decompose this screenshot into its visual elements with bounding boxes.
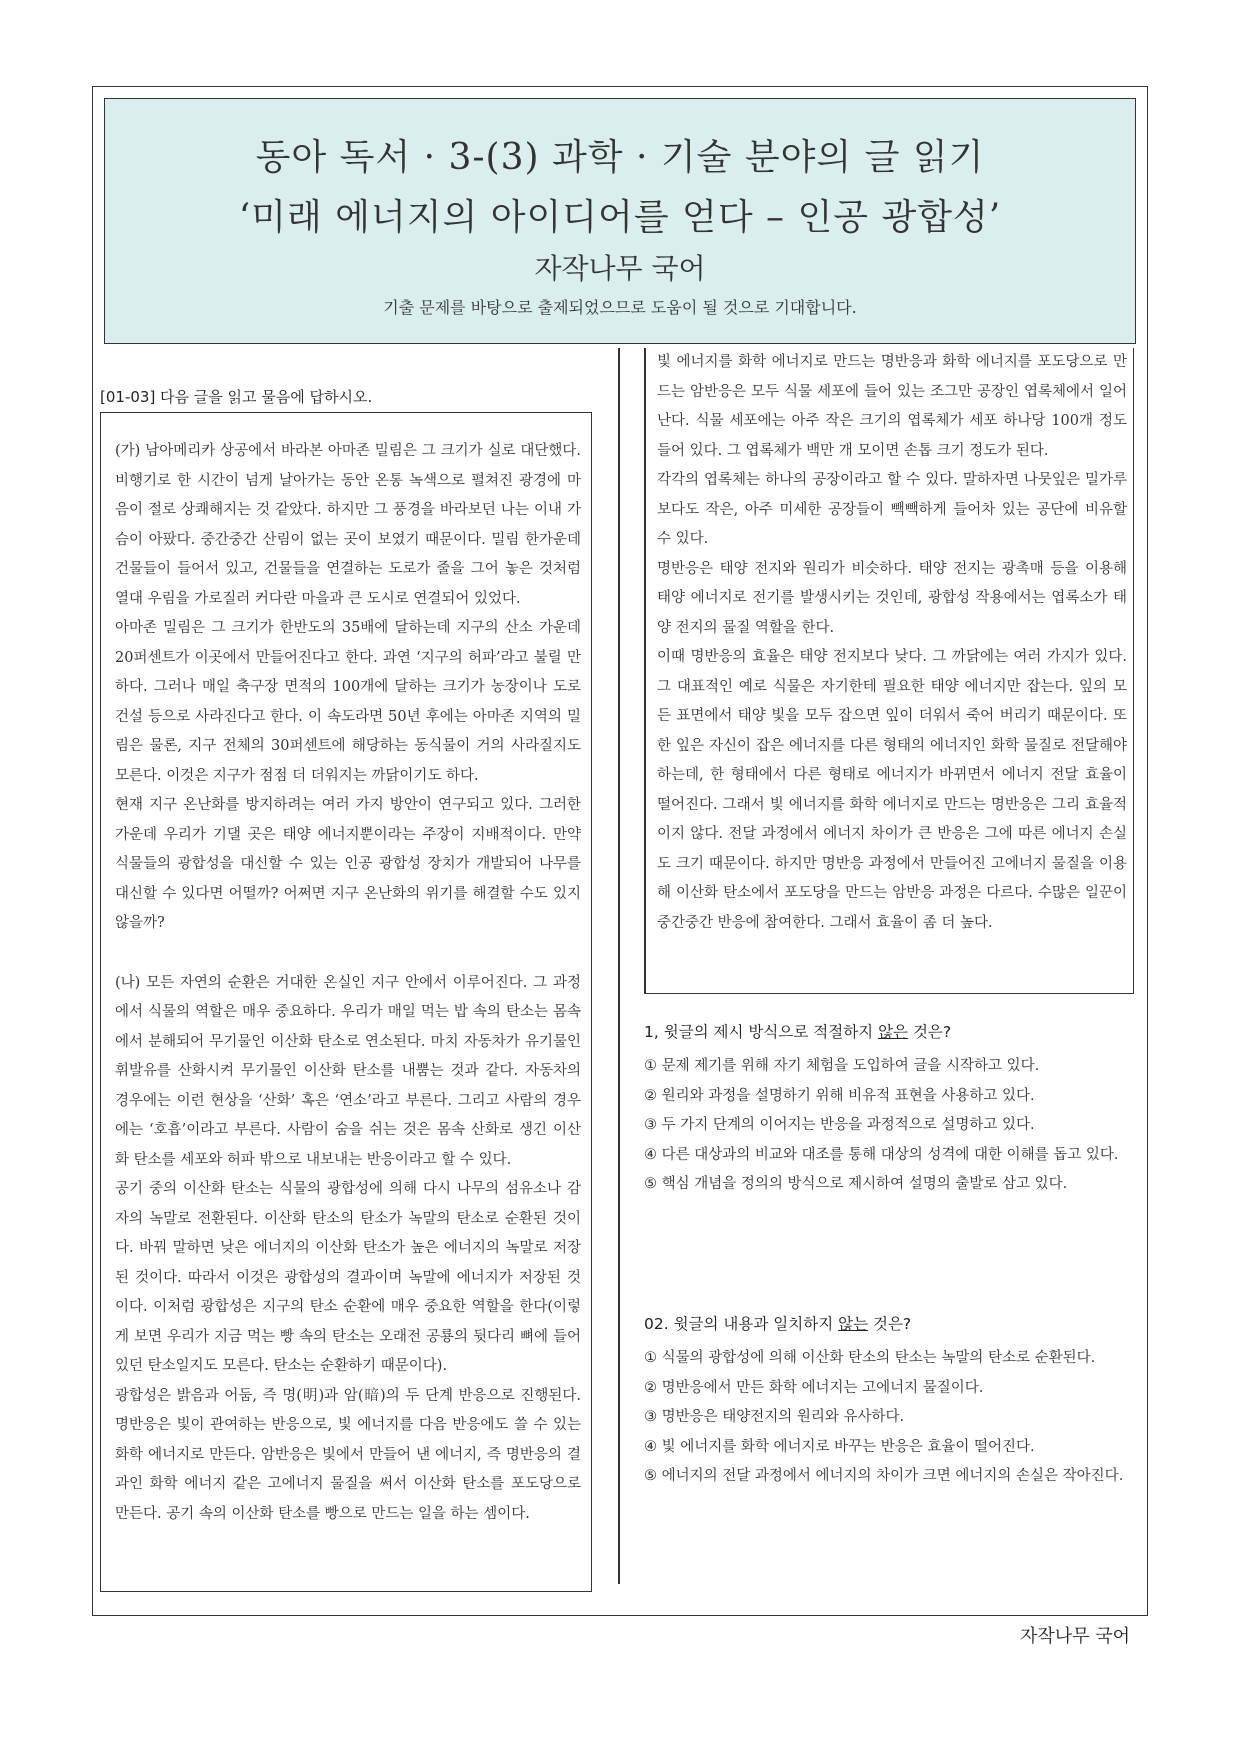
passage-box-right	[644, 348, 1134, 994]
passage-paragraph: (가) 남아메리카 상공에서 바라본 아마존 밀림은 그 크기가 실로 대단했다. 비행기로 한 시간이 넘게 날아가는 동안 온통 녹색으로 펼쳐진 광경에 마음이 절로 상쾌해지는 것 같았다. 하지만 그 풍경을 바라보던 나는 이내 가슴이 아팠다. 중간중간 산림이 없는 곳이 보였기 때문이다. 밀림 한가운데 건물들이 들어서 있고, 건물들을 연결하는 도로가 줄을 그어 놓은 것처럼 열대 우림을 가로질러 커다란 마을과 큰 도시로 연결되어 있었다.	[115, 443, 581, 607]
question-instruction: [01-03] 다음 글을 읽고 물음에 답하시오.	[100, 388, 373, 406]
passage-paragraph: 각각의 엽록체는 하나의 공장이라고 할 수 있다. 말하자면 나뭇잎은 밀가루보다도 작은, 아주 미세한 공장들이 빽빽하게 들어차 있는 공단에 비유할 수 있다.	[657, 472, 1127, 547]
passage-paragraph: 현재 지구 온난화를 방지하려는 여러 가지 방안이 연구되고 있다. 그러한 가운데 우리가 기댈 곳은 태양 에너지뿐이라는 주장이 지배적이다. 만약 식물들의 광합성을 대신할 수 있는 인공 광합성 장치가 개발되어 나무를 대신할 수 있다면 어떨까? 어쩌면 지구 온난화의 위기를 해결할 수도 있지 않을까?	[115, 797, 581, 931]
passage-paragraph: 명반응은 태양 전지와 원리가 비슷하다. 태양 전지는 광촉매 등을 이용해 태양 에너지로 전기를 발생시키는 것인데, 광합성 작용에서는 엽록소가 태양 전지의 물질 역할을 한다.	[657, 560, 1127, 636]
question-1-choice: ③ 두 가지 단계의 이어지는 반응을 과정적으로 설명하고 있다.	[644, 1117, 1035, 1133]
passage-paragraph: (나) 모든 자연의 순환은 거대한 온실인 지구 안에서 이루어진다. 그 과정에서 식물의 역할은 매우 중요하다. 우리가 매일 먹는 밥 속의 탄소는 몸속에서 분해되어 무기물인 이산화 탄소로 연소된다. 마치 자동차가 유기물인 휘발유를 산화시켜 무기물인 이산화 탄소를 내뿜는 것과 같다. 자동차의 경우에는 이런 현상을 ‘산화’ 혹은 ‘연소’라고 부른다. 그리고 사람의 경우에는 ‘호흡’이라고 부른다. 사람이 숨을 쉬는 것은 몸속 산화로 생긴 이산화 탄소를 세포와 허파 밖으로 내보내는 반응이라고 할 수 있다.	[115, 974, 581, 1168]
passage-paragraph: 아마존 밀림은 그 크기가 한반도의 35배에 달하는데 지구의 산소 가운데 20퍼센트가 이곳에서 만들어진다고 한다. 과연 ‘지구의 허파’라고 불릴 만하다. 그러나 매일 축구장 면적의 100개에 달하는 크기가 농장이나 도로 건설 등으로 사라진다고 한다. 이 속도라면 50년 후에는 아마존 지역의 밀림은 물론, 지구 전체의 30퍼센트에 해당하는 동식물이 거의 사라질지도 모른다. 이것은 지구가 점점 더 더워지는 까닭이기도 하다.	[115, 620, 581, 784]
question-1-choice: ① 문제 제기를 위해 자기 체험을 도입하여 글을 시작하고 있다.	[644, 1058, 1040, 1074]
header-note: 기출 문제를 바탕으로 출제되었으므로 도움이 될 것으로 기대합니다.	[383, 298, 857, 317]
question-2	[644, 1312, 1144, 1492]
footer-author: 자작나무 국어	[1019, 1626, 1130, 1647]
author-name: 자작나무 국어	[534, 252, 706, 285]
left-column-rule	[618, 348, 620, 1584]
passage-paragraph: 빛 에너지를 화학 에너지로 만드는 명반응과 화학 에너지를 포도당으로 만드는 암반응은 모두 식물 세포에 들어 있는 조그만 공장인 엽록체에서 일어난다. 식물 세포에는 아주 작은 크기의 엽록체가 세포 하나당 100개 정도 들어 있다. 그 엽록체가 백만 개 모이면 손톱 크기 정도가 된다.	[657, 354, 1127, 459]
question-2-choice: ② 명반응에서 만든 화학 에너지는 고에너지 물질이다.	[644, 1379, 984, 1396]
page-title: 동아 독서 · 3-(3) 과학 · 기술 분야의 글 읽기	[255, 137, 985, 178]
question-2-choice: ① 식물의 광합성에 의해 이산화 탄소의 탄소는 녹말의 탄소로 순환된다.	[644, 1350, 1096, 1366]
question-2-choice: ③ 명반응은 태양전지의 원리와 유사하다.	[644, 1409, 905, 1425]
question-1-stem: 1, 윗글의 제시 방식으로 적절하지 않은 것은?	[644, 1023, 952, 1041]
passage-paragraph: 공기 중의 이산화 탄소는 식물의 광합성에 의해 다시 나무의 섬유소나 감자의 녹말로 전환된다. 이산화 탄소의 탄소가 녹말의 탄소로 순환된 것이다. 바꿔 말하면 낮은 에너지의 이산화 탄소가 높은 에너지의 녹말로 저장된 것이다. 따라서 이것은 광합성의 결과이며 녹말에 에너지가 저장된 것이다. 이처럼 광합성은 지구의 탄소 순환에 매우 중요한 역할을 한다(이렇게 보면 우리가 지금 먹는 빵 속의 탄소는 오래전 공룡의 뒷다리 뼈에 들어 있던 탄소일지도 모른다. 탄소는 순환하기 때문이다).	[115, 1181, 581, 1374]
title-box	[104, 98, 1136, 344]
passage-paragraph: 이때 명반응의 효율은 태양 전지보다 낮다. 그 까닭에는 여러 가지가 있다. 그 대표적인 예로 식물은 자기한테 필요한 태양 에너지만 잡는다. 잎의 모든 표면에서 태양 빛을 모두 잡으면 잎이 더워서 죽어 버리기 때문이다. 또한 잎은 자신이 잡은 에너지를 다른 형태의 에너지인 화학 물질로 전달해야 하는데, 한 형태에서 다른 형태로 에너지가 바뀌면서 에너지 전달 효율이 떨어진다. 그래서 빛 에너지를 화학 에너지로 만드는 명반응은 그리 효율적이지 않다. 전달 과정에서 에너지 차이가 큰 반응은 그에 따른 에너지 손실도 크기 때문이다. 하지만 명반응 과정에서 만들어진 고에너지 물질을 이용해 이산화 탄소에서 포도당을 만드는 암반응 과정은 다르다. 수많은 일꾼이 중간중간 반응에 참여한다. 그래서 효율이 좀 더 높다.	[657, 649, 1127, 931]
question-2-stem: 02. 윗글의 내용과 일치하지 않는 것은?	[644, 1315, 912, 1333]
question-1-choice: ② 원리와 과정을 설명하기 위해 비유적 표현을 사용하고 있다.	[644, 1087, 1035, 1104]
question-1-choice: ④ 다른 대상과의 비교와 대조를 통해 대상의 성격에 대한 이해를 돕고 있다.	[644, 1146, 1119, 1163]
question-1-choice: ⑤ 핵심 개념을 정의의 방식으로 제시하여 설명의 출발로 삼고 있다.	[644, 1176, 1068, 1192]
question-2-choice: ⑤ 에너지의 전달 과정에서 에너지의 차이가 크면 에너지의 손실은 작아진다.	[644, 1468, 1124, 1484]
page-subtitle: ‘미래 에너지의 아이디어를 얻다 – 인공 광합성’	[238, 197, 1002, 238]
question-2-choice: ④ 빛 에너지를 화학 에너지로 바꾸는 반응은 효율이 떨어진다.	[644, 1438, 1035, 1455]
passage-paragraph: 광합성은 밝음과 어둠, 즉 명(明)과 암(暗)의 두 단계 반응으로 진행된다. 명반응은 빛이 관여하는 반응으로, 빛 에너지를 다음 반응에도 쓸 수 있는 화학 에너지로 만든다. 암반응은 빛에서 만들어 낸 에너지, 즉 명반응의 결과인 화학 에너지 같은 고에너지 물질을 써서 이산화 탄소를 포도당으로 만든다. 공기 속의 이산화 탄소를 빵으로 만드는 일을 하는 셈이다.	[115, 1387, 581, 1522]
question-1	[644, 1020, 1144, 1200]
passage-box-left	[100, 412, 592, 1592]
